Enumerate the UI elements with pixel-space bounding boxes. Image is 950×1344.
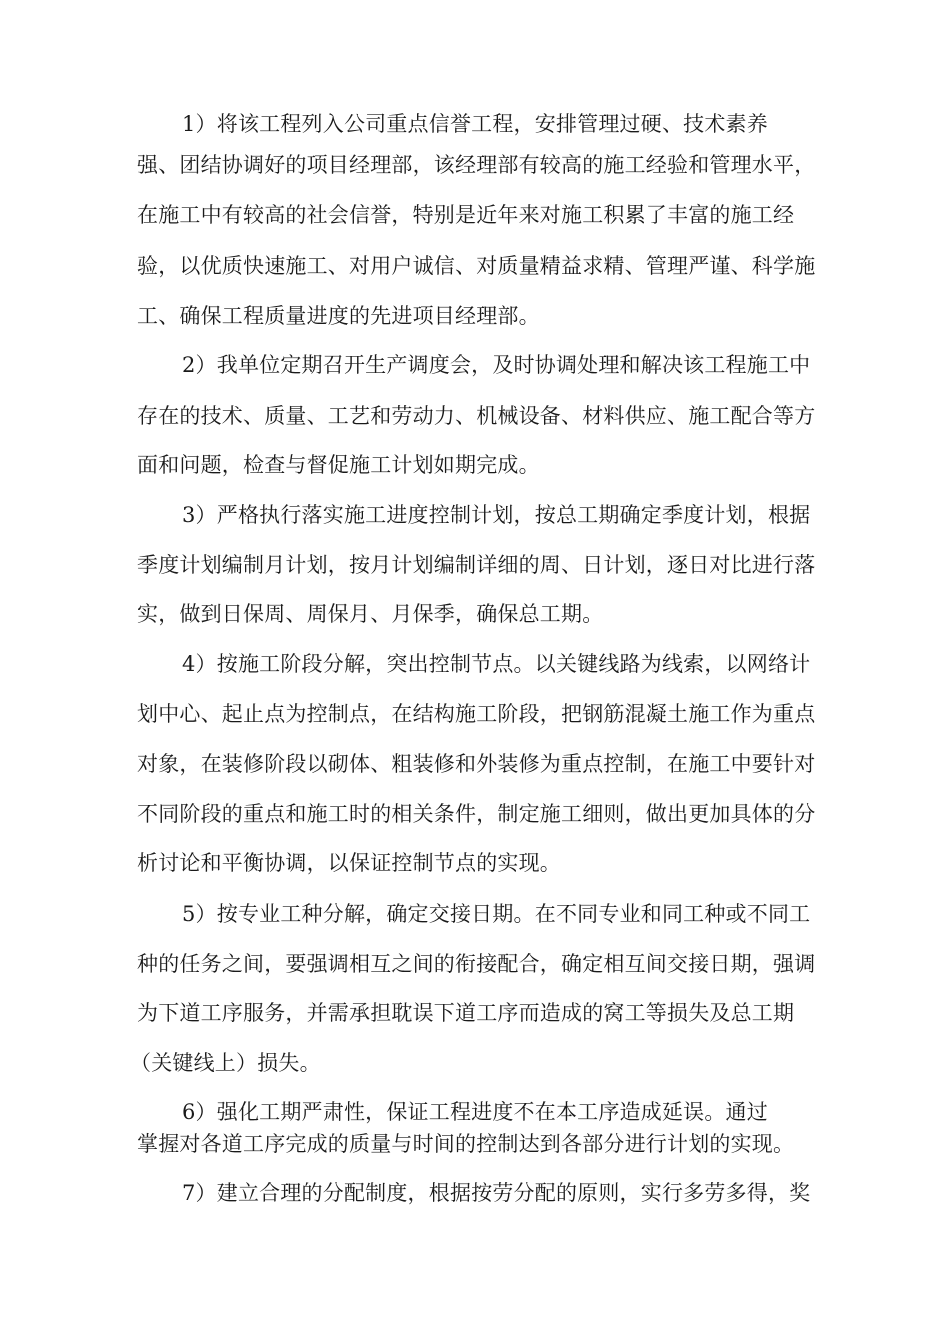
paragraph-line: 工、确保工程质量进度的先进项目经理部。 [137, 304, 540, 328]
paragraph-line: 在施工中有较高的社会信誉，特别是近年来对施工积累了丰富的施工经 [137, 203, 795, 227]
paragraph-line: 析讨论和平衡协调，以保证控制节点的实现。 [137, 851, 561, 875]
paragraph-line: 5）按专业工种分解，确定交接日期。在不同专业和同工种或不同工 [182, 902, 811, 926]
paragraph-line: 为下道工序服务，并需承担耽误下道工序而造成的窝工等损失及总工期 [137, 1001, 795, 1025]
paragraph-line: 季度计划编制月计划，按月计划编制详细的周、日计划，逐日对比进行落 [137, 553, 816, 577]
paragraph-line: 实，做到日保周、周保月、月保季，确保总工期。 [137, 602, 604, 626]
paragraph-line: 7）建立合理的分配制度，根据按劳分配的原则，实行多劳多得，奖 [182, 1181, 811, 1205]
paragraph-line: 4）按施工阶段分解，突出控制节点。以关键线路为线索，以网络计 [182, 652, 811, 676]
paragraph-line: 6）强化工期严肃性，保证工程进度不在本工序造成延误。通过 [182, 1100, 768, 1124]
paragraph-line: 3）严格执行落实施工进度控制计划，按总工期确定季度计划，根据 [182, 503, 811, 527]
paragraph-line: 掌握对各道工序完成的质量与时间的控制达到各部分进行计划的实现。 [137, 1132, 795, 1156]
paragraph-line: 种的任务之间，要强调相互之间的衔接配合，确定相互间交接日期，强调 [137, 952, 816, 976]
paragraph-line: （关键线上）损失。 [130, 1051, 321, 1075]
paragraph-line: 强、团结协调好的项目经理部，该经理部有较高的施工经验和管理水平， [137, 153, 816, 177]
paragraph-line: 2）我单位定期召开生产调度会，及时协调处理和解决该工程施工中 [182, 353, 811, 377]
paragraph-line: 划中心、起止点为控制点，在结构施工阶段，把钢筋混凝土施工作为重点 [137, 702, 816, 726]
paragraph-line: 存在的技术、质量、工艺和劳动力、机械设备、材料供应、施工配合等方 [137, 404, 816, 428]
paragraph-line: 面和问题，检查与督促施工计划如期完成。 [137, 453, 540, 477]
paragraph-line: 不同阶段的重点和施工时的相关条件，制定施工细则，做出更加具体的分 [137, 802, 816, 826]
paragraph-line: 1）将该工程列入公司重点信誉工程，安排管理过硬、技术素养 [182, 112, 768, 136]
paragraph-line: 验，以优质快速施工、对用户诚信、对质量精益求精、管理严谨、科学施 [137, 254, 816, 278]
paragraph-line: 对象，在装修阶段以砌体、粗装修和外装修为重点控制，在施工中要针对 [137, 752, 816, 776]
